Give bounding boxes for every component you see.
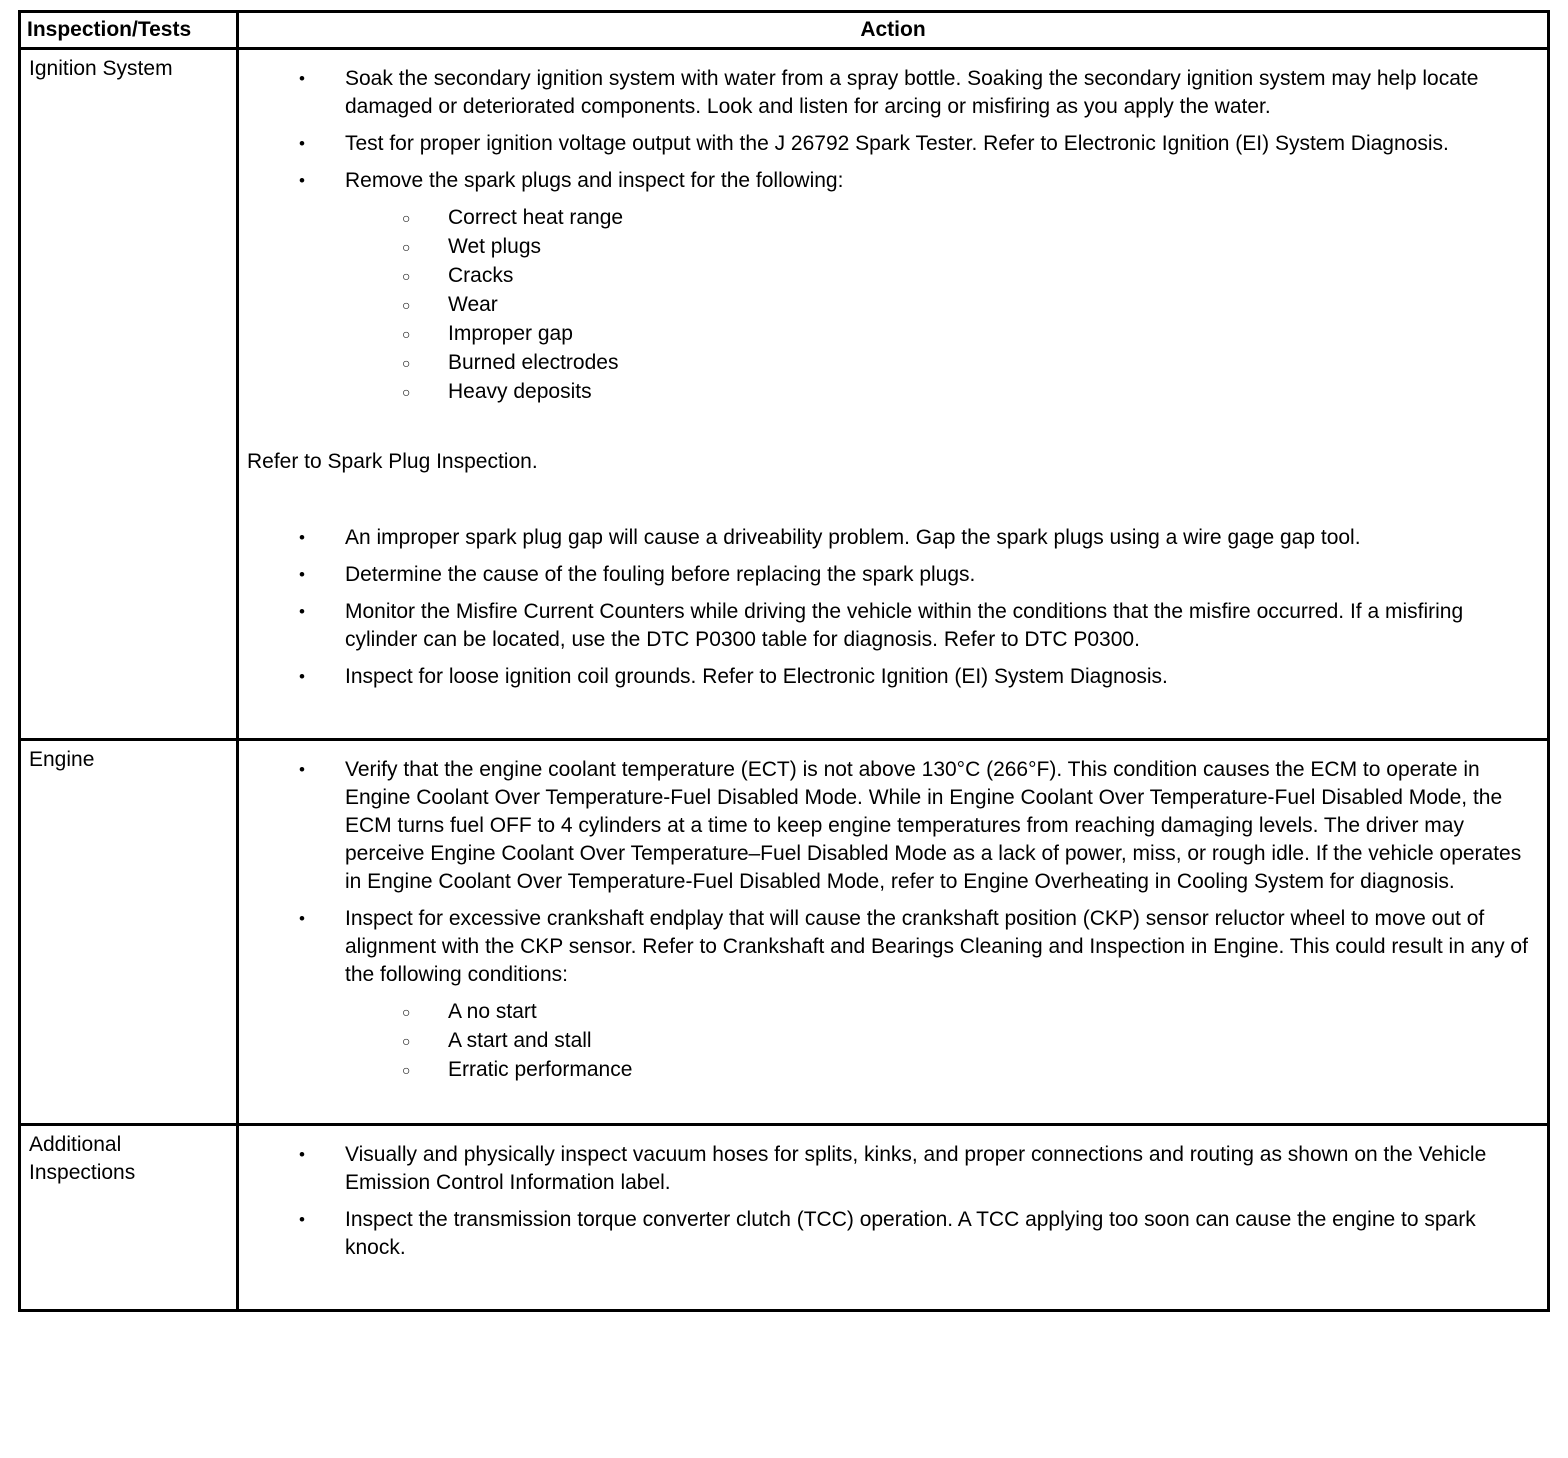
sub-bullet-text: Cracks: [448, 264, 514, 287]
bullet-item: [247, 1141, 1537, 1197]
bullet-item: [247, 130, 1537, 158]
sub-bullet-text: Wear: [448, 293, 498, 316]
bullet-text: Soak the secondary ignition system with water from a spray bottle. Soaking the secondary ignition system may help locate damaged or deteriorated components. Look and listen for arcing or misfiring as you apply the water.: [345, 67, 1479, 118]
sub-bullet-item: [247, 998, 1537, 1026]
circle-bullet-icon: ○: [402, 297, 411, 313]
table-row: [20, 740, 1549, 1125]
bullet-icon: •: [299, 909, 305, 928]
column-header-action: Action: [238, 12, 1549, 49]
bullet-icon: •: [299, 1145, 305, 1164]
sub-bullet-item: [247, 349, 1537, 377]
bullet-item: [247, 167, 1537, 195]
sub-bullet-item: [247, 320, 1537, 348]
header-row: [20, 12, 1549, 49]
sub-bullet-text: Erratic performance: [448, 1058, 633, 1081]
bullet-text: An improper spark plug gap will cause a driveability problem. Gap the spark plugs using a wire gage gap tool.: [345, 526, 1361, 549]
bullet-icon: •: [299, 1210, 305, 1229]
circle-bullet-icon: ○: [402, 326, 411, 342]
circle-bullet-icon: ○: [402, 268, 411, 284]
row-label: Additional Inspections: [20, 1125, 238, 1311]
sub-bullet-text: Heavy deposits: [448, 380, 592, 403]
bullet-icon: •: [299, 171, 305, 190]
circle-bullet-icon: ○: [402, 1062, 411, 1078]
bullet-icon: •: [299, 134, 305, 153]
row-label: Engine: [20, 740, 238, 1125]
row-actions: [238, 1125, 1549, 1311]
bullet-item: [247, 561, 1537, 589]
bullet-item: [247, 756, 1537, 896]
bullet-icon: •: [299, 565, 305, 584]
sub-bullet-item: [247, 378, 1537, 406]
bullet-item: [247, 524, 1537, 552]
circle-bullet-icon: ○: [402, 355, 411, 371]
sub-bullet-item: [247, 1027, 1537, 1055]
sub-bullet-item: [247, 1056, 1537, 1084]
paragraph-text: Refer to Spark Plug Inspection.: [247, 450, 538, 473]
sub-bullet-text: A no start: [448, 1000, 537, 1023]
bullet-text: Monitor the Misfire Current Counters while driving the vehicle within the conditions that the misfire occurred. If a misfiring cylinder can be located, use the DTC P0300 table for diagnosis. Refer to DTC P0300.: [345, 600, 1464, 651]
inspection-tests-table: [18, 10, 1550, 1312]
bullet-item: [247, 1206, 1537, 1262]
bullet-text: Inspect for loose ignition coil grounds. Refer to Electronic Ignition (EI) System Diagnosis.: [345, 665, 1168, 688]
sub-bullet-item: [247, 204, 1537, 232]
table-body: [20, 49, 1549, 1311]
circle-bullet-icon: ○: [402, 1004, 411, 1020]
sub-bullet-item: [247, 262, 1537, 290]
bullet-icon: •: [299, 760, 305, 779]
row-actions: [238, 49, 1549, 740]
sub-bullet-text: A start and stall: [448, 1029, 592, 1052]
bullet-item: [247, 598, 1537, 654]
bullet-text: Visually and physically inspect vacuum hoses for splits, kinks, and proper connections and routing as shown on the Vehicle Emission Control Information label.: [345, 1143, 1487, 1194]
table-header: [20, 12, 1549, 49]
sub-bullet-text: Correct heat range: [448, 206, 624, 229]
bullet-icon: •: [299, 69, 305, 88]
bullet-item: [247, 65, 1537, 121]
circle-bullet-icon: ○: [402, 210, 411, 226]
bullet-icon: •: [299, 667, 305, 686]
circle-bullet-icon: ○: [402, 384, 411, 400]
column-header-inspection-tests: Inspection/Tests: [20, 12, 238, 49]
bullet-icon: •: [299, 528, 305, 547]
bullet-text: Determine the cause of the fouling before replacing the spark plugs.: [345, 563, 976, 586]
row-label: Ignition System: [20, 49, 238, 740]
bullet-text: Remove the spark plugs and inspect for the following:: [345, 169, 844, 192]
bullet-icon: •: [299, 602, 305, 621]
row-actions: [238, 740, 1549, 1125]
bullet-item: [247, 663, 1537, 691]
bullet-text: Verify that the engine coolant temperature (ECT) is not above 130°C (266°F). This condition causes the ECM to operate in Engine Coolant Over Temperature-Fuel Disabled Mode. While in Engine Coolant Over Temperature-Fuel Disabled Mode, the ECM turns fuel OFF to 4 cylinders at a time to keep engine temperatures from reaching damaging levels. The driver may perceive Engine Coolant Over Temperature–Fuel Disabled Mode as a lack of power, miss, or rough idle. If the vehicle operates in Engine Coolant Over Temperature-Fuel Disabled Mode, refer to Engine Overheating in Cooling System for diagnosis.: [345, 758, 1522, 893]
sub-bullet-text: Burned electrodes: [448, 351, 619, 374]
bullet-item: [247, 905, 1537, 989]
bullet-text: Inspect the transmission torque converter clutch (TCC) operation. A TCC applying too soon can cause the engine to spark knock.: [345, 1208, 1476, 1259]
sub-bullet-text: Wet plugs: [448, 235, 541, 258]
sub-bullet-text: Improper gap: [448, 322, 573, 345]
table-row: [20, 49, 1549, 740]
bullet-text: Inspect for excessive crankshaft endplay that will cause the crankshaft position (CKP) sensor reluctor wheel to move out of alignment with the CKP sensor. Refer to Crankshaft and Bearings Cleaning and Inspection in Engine. This could result in any of the following conditions:: [345, 907, 1528, 986]
bullet-text: Test for proper ignition voltage output with the J 26792 Spark Tester. Refer to Electronic Ignition (EI) System Diagnosis.: [345, 132, 1449, 155]
sub-bullet-item: [247, 233, 1537, 261]
table-row: [20, 1125, 1549, 1311]
circle-bullet-icon: ○: [402, 1033, 411, 1049]
circle-bullet-icon: ○: [402, 239, 411, 255]
sub-bullet-item: [247, 291, 1537, 319]
